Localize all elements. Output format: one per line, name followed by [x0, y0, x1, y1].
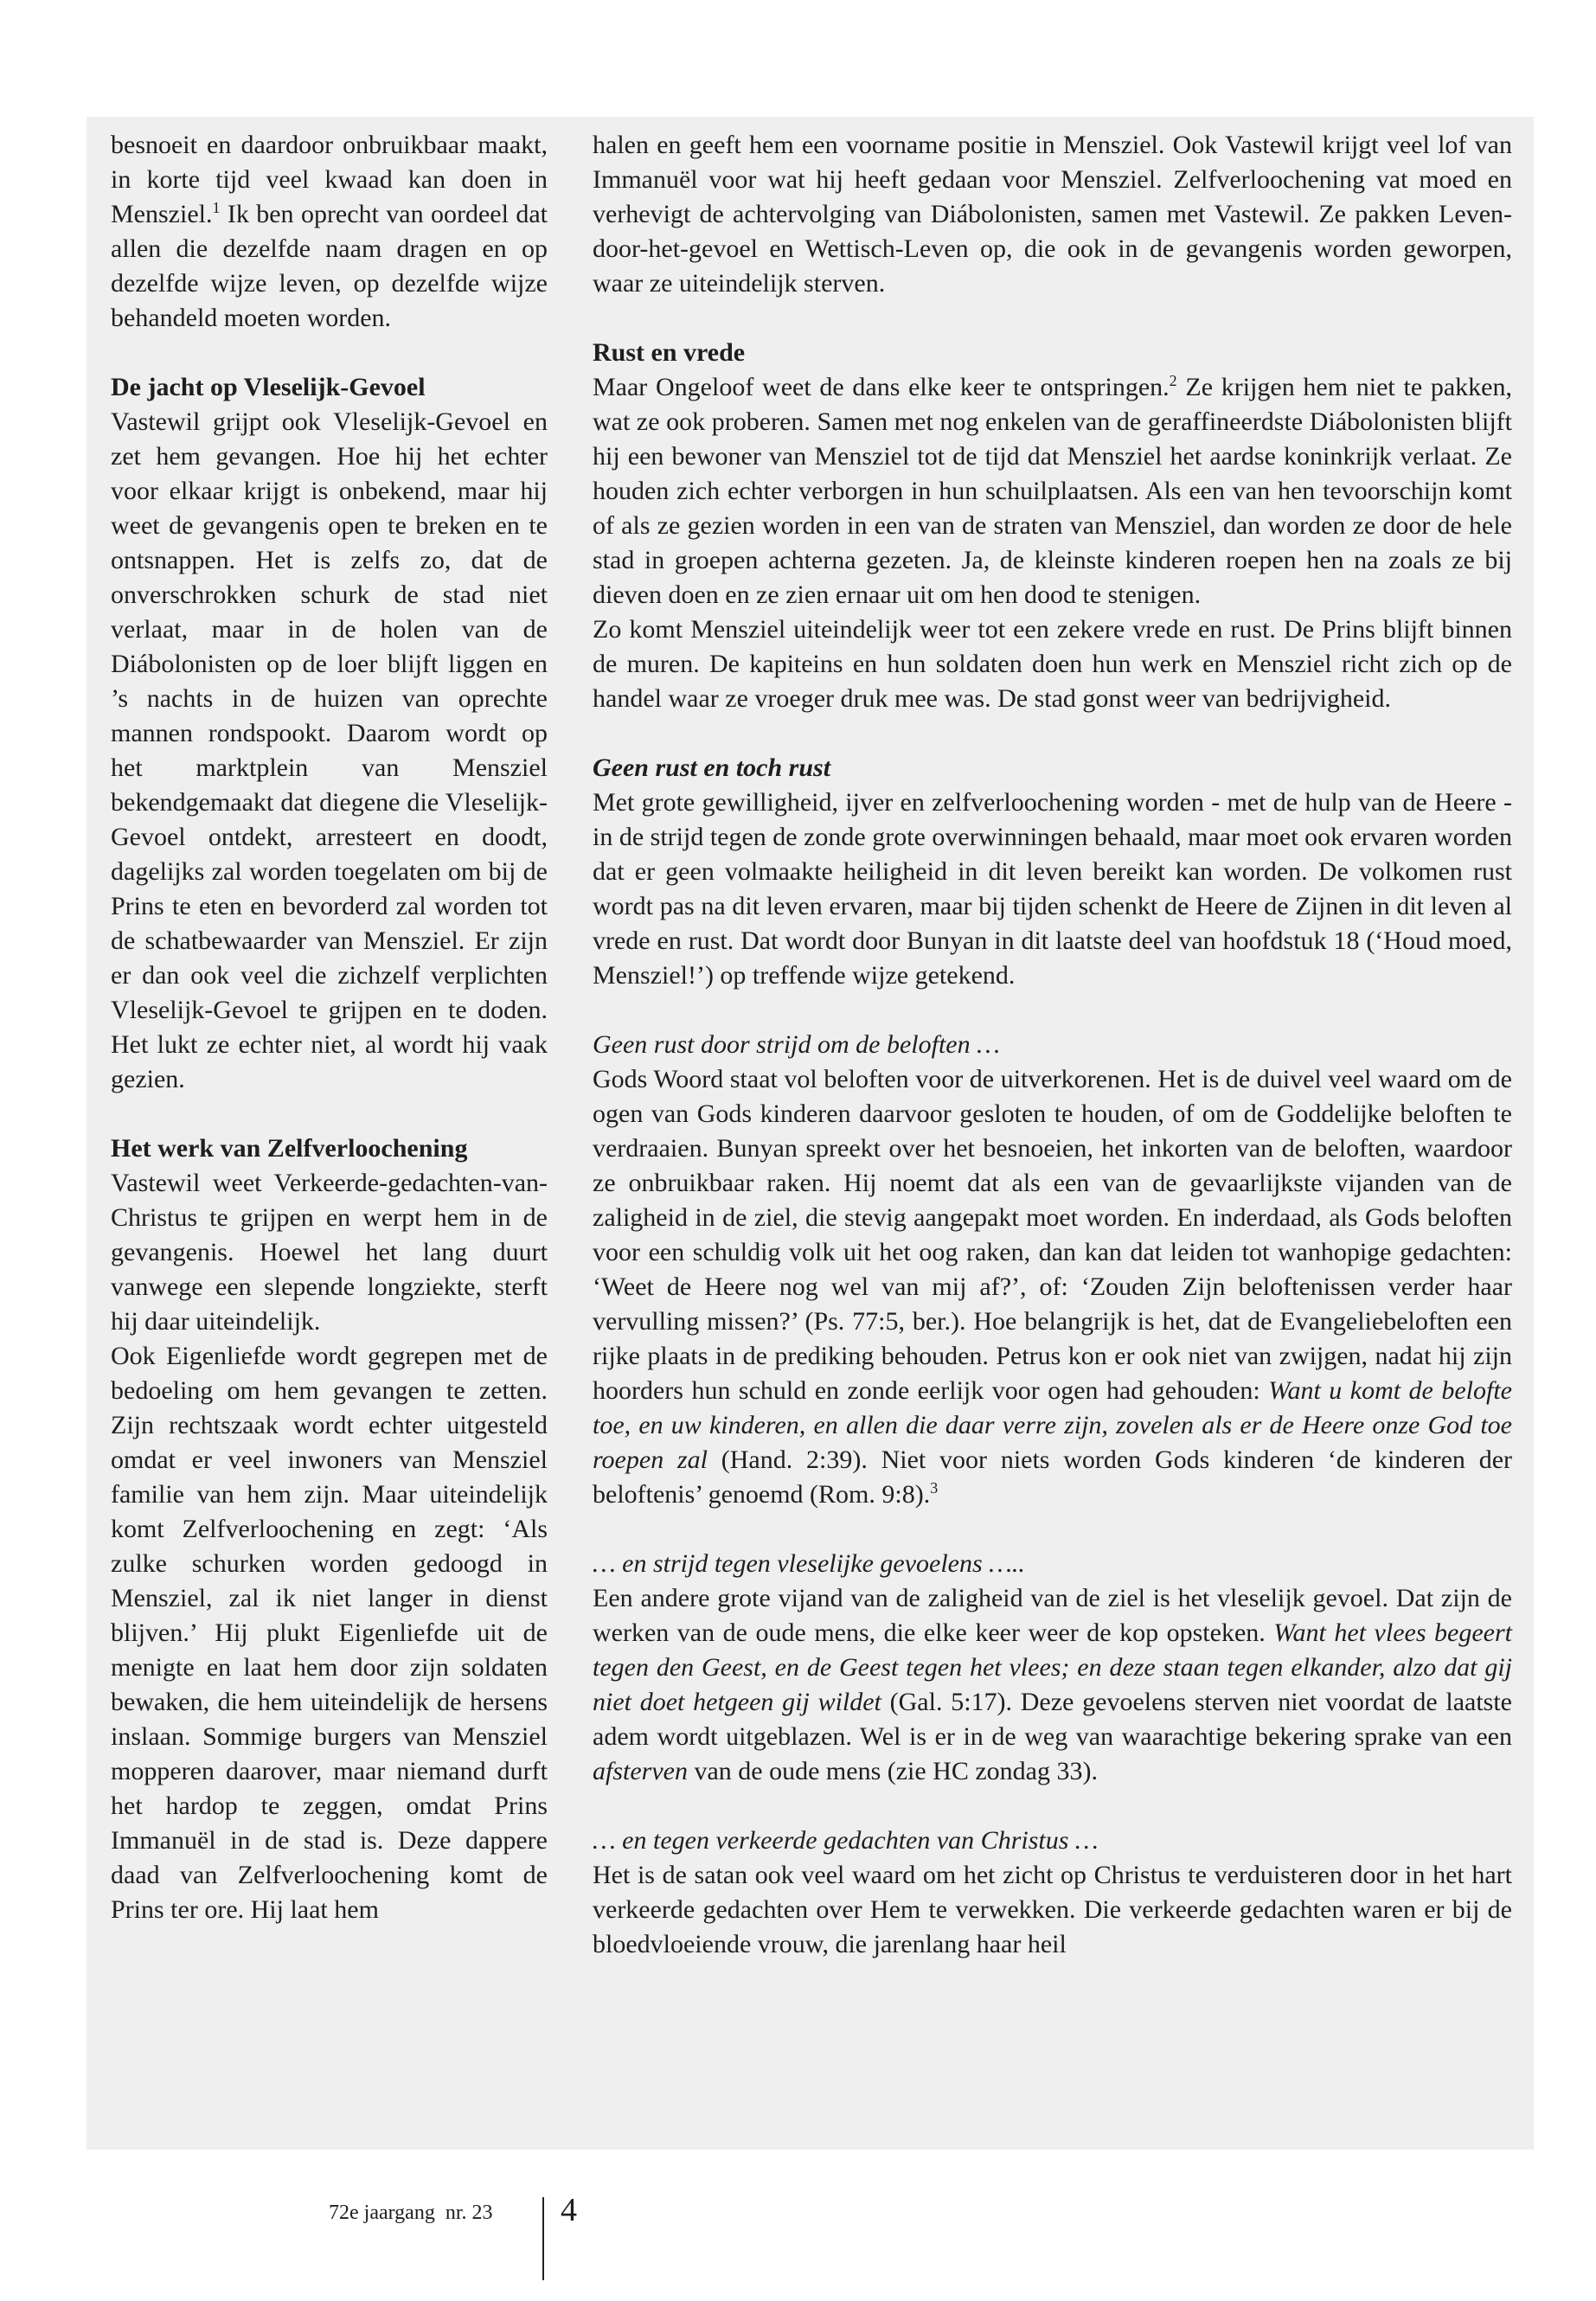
section-heading: De jacht op Vleselijk-Gevoel: [111, 373, 426, 401]
subheading: Geen rust door strijd om de beloften …: [593, 1030, 1000, 1059]
paragraph: Vastewil weet Verkeerde-gedachten-van-Christus te grijpen en werpt hem in de gevangenis. Hoewel het lang duurt vanwege een slepende longziekte, sterft hij daar uiteindelijk.: [111, 1169, 548, 1336]
emphasis: afsterven: [593, 1757, 688, 1785]
subheading: … en tegen verkeerde gedachten van Christus …: [593, 1826, 1099, 1855]
text: Ik ben oprecht van oordeel dat allen die dezelfde naam dragen en op dezelfde wijze leven, op dezelfde wijze behandeld moeten worden.: [111, 200, 548, 332]
text: (Gal. 5:17). Deze gevoelens sterven niet voordat de laatste adem wordt uitgeblazen. Wel is er in de weg van waarachtige bekering sprake van een: [593, 1688, 1512, 1751]
paragraph: [593, 1581, 1512, 1789]
paragraph: Met grote gewilligheid, ijver en zelfverloochening worden - met de hulp van de Heere - in de strijd tegen de zonde grote overwinningen behaald, maar moet ook ervaren worden dat er geen volmaakte heiligheid in dit leven bereikt kan worden. De volkomen rust wordt pas na dit leven ervaren, maar bij tijden schenkt de Heere de Zijnen in dit leven al vrede en rust. Dat wordt door Bunyan in dit laatste deel van hoofdstuk 18 (‘Houd moed, Mensziel!’) op treffende wijze getekend.: [593, 788, 1512, 990]
paragraph: halen en geeft hem een voorname positie in Mensziel. Ook Vastewil krijgt veel lof van Immanuël voor wat hij heeft gedaan voor Mensziel. Zelfverloochening vat moed en verhevigt de achtervolging van Diábolonisten, samen met Vastewil. Ze pakken Leven-door-het-gevoel en Wettisch-Leven op, die ook in de gevangenis worden geworpen, waar ze uiteindelijk sterven.: [593, 131, 1512, 298]
text: van de oude mens (zie HC zondag 33).: [687, 1757, 1098, 1785]
section-heading: Geen rust en toch rust: [593, 753, 831, 782]
paragraph: [593, 1062, 1512, 1512]
subheading: … en strijd tegen vleselijke gevoelens …..: [593, 1549, 1025, 1578]
left-column: [111, 128, 548, 1927]
footnote-ref: 3: [930, 1479, 939, 1497]
text: besnoeit en daardoor onbruikbaar maakt, in korte tijd veel kwaad kan doen in Mensziel.: [111, 131, 548, 228]
right-column: [593, 128, 1512, 1962]
issue-info: 72e jaargang nr. 23: [329, 2202, 493, 2224]
paragraph: [111, 128, 548, 336]
section-heading: Rust en vrede: [593, 338, 746, 367]
text: Maar Ongeloof weet de dans elke keer te ontspringen.: [593, 373, 1170, 401]
paragraph: Vastewil grijpt ook Vleselijk-Gevoel en zet hem gevangen. Hoe hij het echter voor elkaar krijgt is onbekend, maar hij weet de gevangenis open te breken en te ontsnappen. Het is zelfs zo, dat de onverschrokken schurk de stad niet verlaat, maar in de holen van de Diábolonisten op de loer blijft liggen en ’s nachts in de huizen van oprechte mannen rondspookt. Daarom wordt op het marktplein van Mensziel bekendgemaakt dat diegene die Vleselijk-Gevoel ontdekt, arresteert en doodt, dagelijks zal worden toegelaten om bij de Prins te eten en bevorderd zal worden tot de schatbewaarder van Mensziel. Er zijn er dan ook veel die zichzelf verplichten Vleselijk-Gevoel te grijpen en te doden. Het lukt ze echter niet, al wordt hij vaak gezien.: [111, 407, 548, 1093]
footnote-ref: 2: [1169, 372, 1177, 389]
scripture-quote: Want u komt de belofte toe, en uw kinderen, en allen die daar verre zijn, zovelen als er de Heere onze God toe roepen zal: [593, 1376, 1512, 1474]
footer-divider: [542, 2197, 544, 2280]
paragraph: [593, 370, 1512, 612]
footnote-ref: 1: [212, 199, 221, 216]
text: Gods Woord staat vol beloften voor de uitverkorenen. Het is de duivel veel waard om de ogen van Gods kinderen daarvoor gesloten te houden, of om de Goddelijke beloften te verdraaien. Bunyan spreekt over het besnoeien, het inkorten van de beloften, waardoor ze onbruikbaar raken. Hij noemt dat als een van de gevaarlijkste vijanden van de zaligheid in de ziel, die stevig aangepakt moet worden. En inderdaad, als Gods beloften voor een schuldig volk uit het oog raken, dan kan dat leiden tot wanhopige gedachten: ‘Weet de Heere nog wel van mij af?’, of: ‘Zouden Zijn beloftenissen verder haar vervulling missen?’ (Ps. 77:5, ber.). Hoe belangrijk is het, dat de Evangeliebeloften een rijke plaats in de prediking behouden. Petrus kon er ook niet van zwijgen, nadat hij zijn hoorders hun schuld en zonde eerlijk voor ogen had gehouden:: [593, 1065, 1512, 1405]
page-number: 4: [561, 2192, 577, 2228]
text: (Hand. 2:39). Niet voor niets worden Gods kinderen ‘de kinderen der beloftenis’ genoemd (Rom. 9:8).: [593, 1445, 1512, 1509]
scripture-quote: Want het vlees begeert tegen den Geest, en de Geest tegen het vlees; en deze staan tegen elkander, alzo dat gij niet doet hetgeen gij wildet: [593, 1618, 1512, 1716]
paragraph: Ook Eigenliefde wordt gegrepen met de bedoeling om hem gevangen te zetten. Zijn rechtszaak wordt echter uitgesteld omdat er veel inwoners van Mensziel familie van hem zijn. Maar uiteindelijk komt Zelfverloochening en zegt: ‘Als zulke schurken worden gedoogd in Mensziel, zal ik niet langer in dienst blijven.’ Hij plukt Eigenliefde uit de menigte en laat hem door zijn soldaten bewaken, die hem uiteindelijk de hersens inslaan. Sommige burgers van Mensziel mopperen daarover, maar niemand durft het hardop te zeggen, omdat Prins Immanuël in de stad is. Deze dappere daad van Zelfverloochening komt de Prins ter ore. Hij laat hem: [111, 1342, 548, 1924]
text: Ze krijgen hem niet te pakken, wat ze ook proberen. Samen met nog enkelen van de geraffineerdste Diábolonisten blijft hij een bewoner van Mensziel tot de tijd dat Mensziel het aardse koninkrijk verlaat. Ze houden zich echter verborgen in hun schuilplaatsen. Als een van hen tevoorschijn komt of als ze gezien worden in een van de straten van Mensziel, dan worden ze door de hele stad in groepen achterna gezeten. Ja, de kleinste kinderen roepen hen na zoals ze bij dieven doen en ze zien ernaar uit om hen dood te stenigen.: [593, 373, 1512, 609]
paragraph: Het is de satan ook veel waard om het zicht op Christus te verduisteren door in het hart verkeerde gedachten over Hem te verwekken. Die verkeerde gedachten waren er bij de bloedvloeiende vrouw, die jarenlang haar heil: [593, 1861, 1512, 1958]
section-heading: Het werk van Zelfverloochening: [111, 1134, 468, 1163]
text: Een andere grote vijand van de zaligheid van de ziel is het vleselijk gevoel. Dat zijn de werken van de oude mens, die elke keer weer de kop opsteken.: [593, 1584, 1512, 1647]
paragraph: Zo komt Mensziel uiteindelijk weer tot een zekere vrede en rust. De Prins blijft binnen de muren. De kapiteins en hun soldaten doen hun werk en Mensziel richt zich op de handel waar ze vroeger druk mee was. De stad gonst weer van bedrijvigheid.: [593, 615, 1512, 713]
